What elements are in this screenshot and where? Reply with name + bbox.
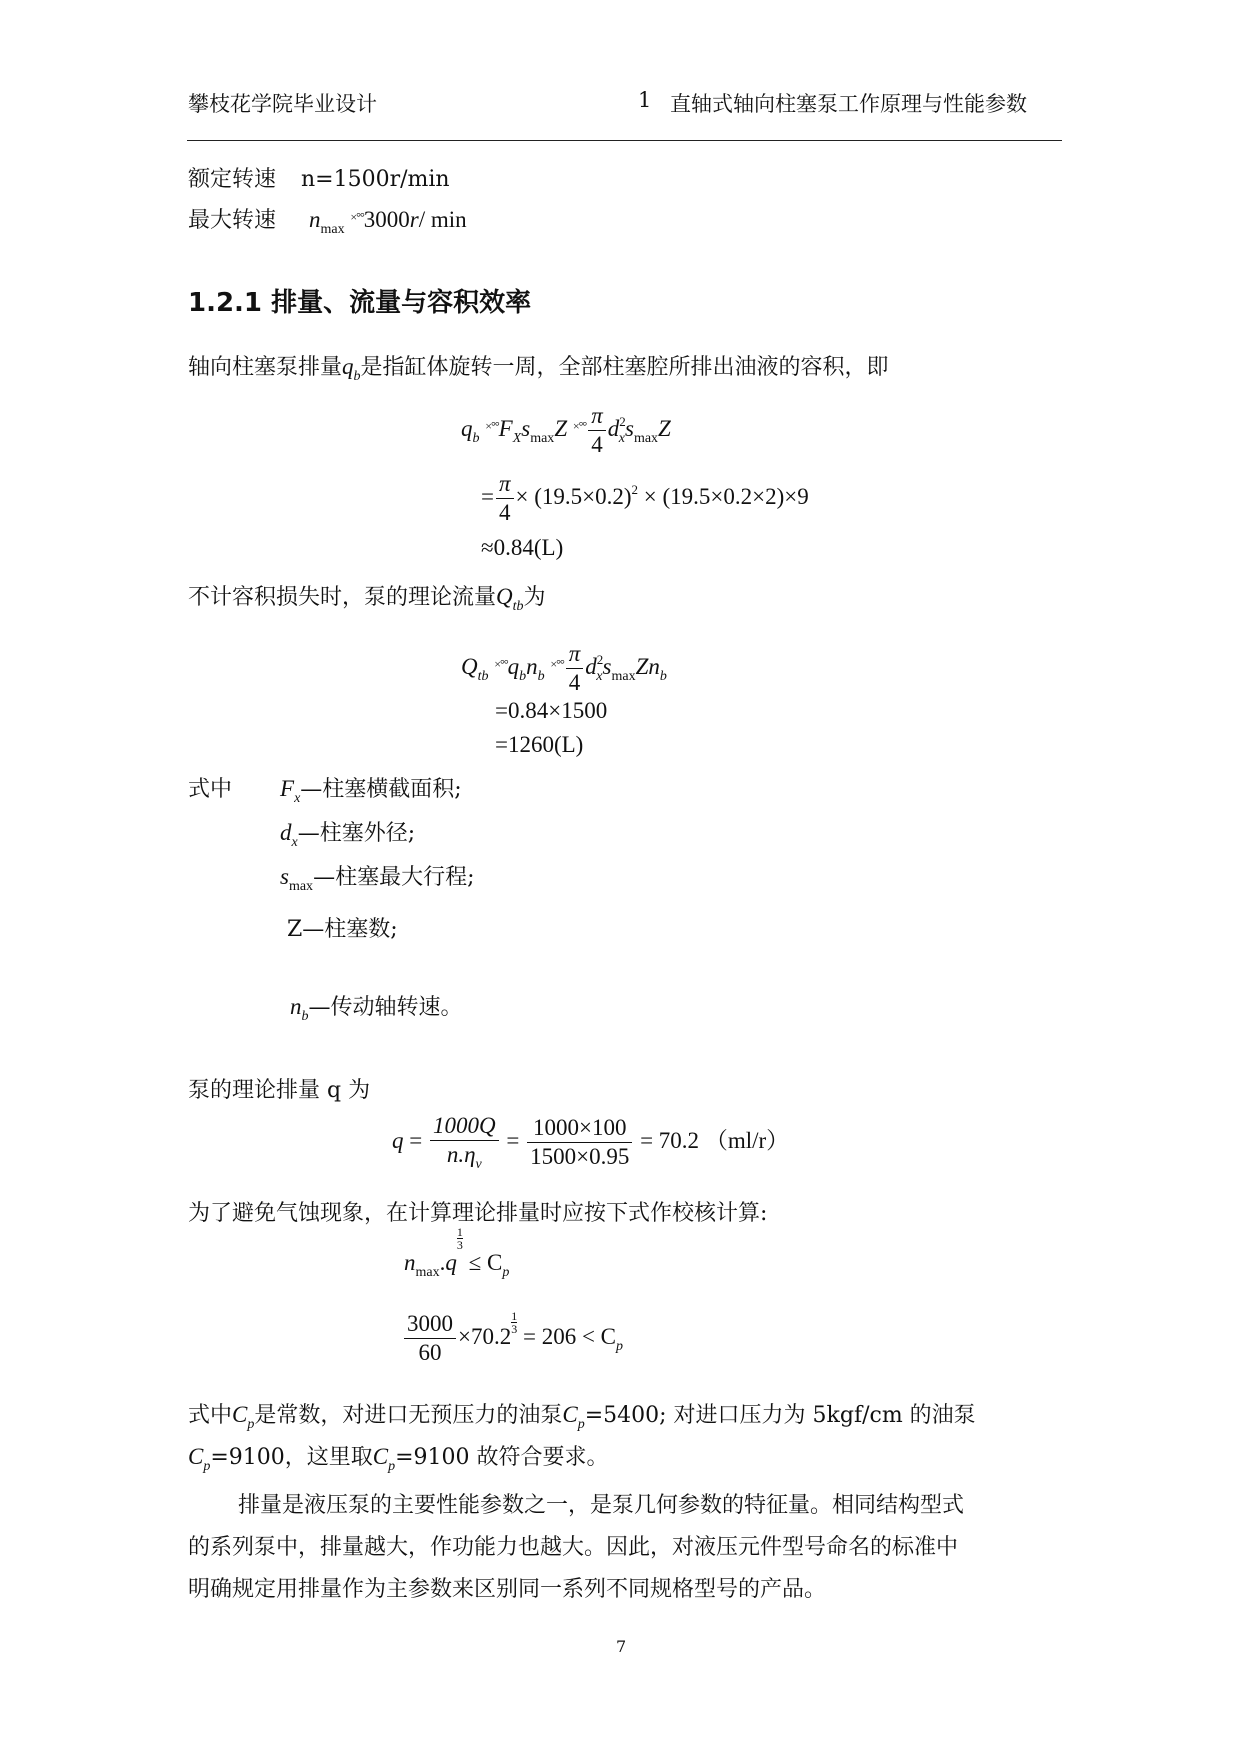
para5-c: =5400; 对进口压力为 5kgf/cm 的油泵 <box>584 1403 976 1428</box>
eq5-res-sub: p <box>616 1338 624 1354</box>
para5-b: 是常数，对进口无预压力的油泵 <box>254 1403 563 1428</box>
para-cp-line2: $C_p=9100$，这里取$C_p=9100$ 故符合要求。 <box>188 1444 609 1474</box>
eq3-num1: 1000Q <box>430 1112 499 1141</box>
def-item <box>280 816 416 850</box>
para-summary-line1: 排量是液压泵的主要性能参数之一，是泵几何参数的特征量。相同结构型式 <box>238 1493 965 1518</box>
def-item <box>290 990 463 1024</box>
para2-before: 不计容积损失时，泵的理论流量 <box>188 585 497 610</box>
def-text: —柱塞横截面积; <box>300 777 462 802</box>
def-item <box>287 912 398 943</box>
eq-mark-glyph: ×°° <box>350 210 364 224</box>
def-sub: x <box>291 835 298 850</box>
eq3: q = $\frac{1000Q}{n.\eta_v}$ = $\frac{1000\times 100}{1500\times 0.95}$ = 70.2 （ml/r） <box>392 1113 790 1172</box>
eq1-line2: = $\frac{\pi}{4}$ × $(19.5\times 0.2)^2 \times (19.5\times 0.2\times 2)\times 9$ <box>481 471 809 525</box>
max-speed-label: 最大转速 <box>188 208 277 233</box>
para5-d: =9100，这里取 <box>210 1445 373 1470</box>
eq3-den2: 1500×0.95 <box>530 1144 630 1169</box>
header-chapter-number: 1 <box>638 88 652 112</box>
max-speed-var: n <box>309 207 321 232</box>
eq4-rhs-sub: p <box>502 1265 510 1280</box>
eq5-mid: ×70.2 <box>458 1323 512 1349</box>
para1-sub: b <box>353 369 361 384</box>
max-speed-value: 3000 <box>363 207 410 232</box>
para2-after: 为 <box>523 585 546 610</box>
rated-speed-line <box>188 162 450 193</box>
para1-var: q <box>342 354 354 379</box>
para2-sub: tb <box>512 599 524 614</box>
header-chapter-title: 直轴式轴向柱塞泵工作原理与性能参数 <box>670 92 1027 116</box>
def-text: Z—柱塞数; <box>287 917 398 942</box>
eq3-result: = 70.2 <box>640 1127 700 1153</box>
def-var: s <box>280 864 289 889</box>
para-theoretical-flow <box>188 580 546 614</box>
page-number: 7 <box>616 1637 627 1656</box>
def-var: d <box>280 820 292 845</box>
para-cp-line1: 式中$C_p$是常数，对进口无预压力的油泵$C_p=5400$; 对进口压力为 5kgf/cm 的油泵 <box>188 1402 976 1432</box>
eq5-num: 3000 <box>404 1310 456 1339</box>
max-speed-sub: max <box>320 222 345 237</box>
rated-speed-value: n=1500r/min <box>301 167 450 192</box>
para-displacement-intro <box>188 350 889 384</box>
def-var: n <box>290 994 302 1019</box>
max-speed-unit-rest: / min <box>418 207 467 232</box>
eq3-den1-sub: v <box>475 1157 482 1172</box>
eq2-line2: =0.84×1500 <box>495 698 608 723</box>
eq5-den: 60 <box>418 1340 442 1365</box>
eq3-den1: n.η <box>446 1142 476 1167</box>
para1-after: 是指缸体旋转一周，全部柱塞腔所排出油液的容积，即 <box>360 355 889 380</box>
eq1-line3: ≈0.84(L) <box>481 535 564 560</box>
eq5-res: = 206 < C <box>522 1323 617 1349</box>
eq3-num2: 1000×100 <box>527 1114 632 1143</box>
eq4-rhs: ≤ C <box>468 1250 503 1275</box>
eq1-line2-a: × (19.5×0.2) <box>515 483 632 509</box>
para5-a: 式中 <box>188 1403 233 1428</box>
eq1-line2-b: × (19.5×0.2×2)×9 <box>638 483 809 509</box>
def-sub: b <box>301 1009 309 1024</box>
eq5: $\frac{3000}{60}$ ×70.2 $\frac{1}{3}$ = $206 < C_p$ <box>402 1310 623 1367</box>
eq3-unit: （ml/r） <box>704 1127 790 1153</box>
def-item <box>280 860 475 894</box>
eq1-line1: $q_b$ $^{\times^\circ^\circ}F_Xs_{max}Z$ ×°° $\frac{\pi}{4}$ $d^2_xs_{max}Z$ <box>461 403 671 457</box>
eq4: $n_{max}.q$ $\frac{1}{3}$ ≤ $C_p$ <box>404 1225 510 1280</box>
para1-before: 轴向柱塞泵排量 <box>188 355 343 380</box>
eq2-line3: =1260(L) <box>495 732 584 757</box>
def-sub: max <box>288 879 314 894</box>
para-cavitation-check: 为了避免气蚀现象，在计算理论排量时应按下式作校核计算: <box>188 1201 768 1226</box>
def-var: F <box>280 776 295 801</box>
eq4-exp-den: 3 <box>456 1238 463 1252</box>
para-summary-line2: 的系列泵中，排量越大，作功能力也越大。因此，对液压元件型号命名的标准中 <box>188 1535 959 1560</box>
def-text: —柱塞最大行程; <box>313 865 475 890</box>
eq1-line2-sup: 2 <box>631 481 639 497</box>
defs-lead: 式中 <box>188 777 233 802</box>
eq2-line1: $Q_{tb}$ $^{\times^\circ^\circ}q_bn_b$ ×°° $\frac{\pi}{4}$ $d^2_xs_{max}Zn_b$ <box>461 641 667 695</box>
def-item <box>280 772 462 806</box>
para-theoretical-displacement: 泵的理论排量 q 为 <box>188 1078 371 1103</box>
para2-var: Q <box>496 584 513 609</box>
max-speed-unit-r: r <box>409 207 419 232</box>
para-summary-line3: 明确规定用排量作为主参数来区别同一系列不同规格型号的产品。 <box>188 1577 827 1602</box>
para5-e: =9100 故符合要求。 <box>395 1445 609 1470</box>
section-heading: 1.2.1 排量、流量与容积效率 <box>188 288 532 318</box>
def-sub: x <box>294 791 301 806</box>
eq4-exp-num: 1 <box>456 1225 463 1239</box>
max-speed-line <box>188 203 467 237</box>
def-text: —柱塞外径; <box>297 821 416 846</box>
rated-speed-label: 额定转速 <box>188 167 277 192</box>
header-left: 攀枝花学院毕业设计 <box>188 92 377 116</box>
header-rule <box>187 140 1062 141</box>
def-text: —传动轴转速。 <box>308 995 463 1020</box>
